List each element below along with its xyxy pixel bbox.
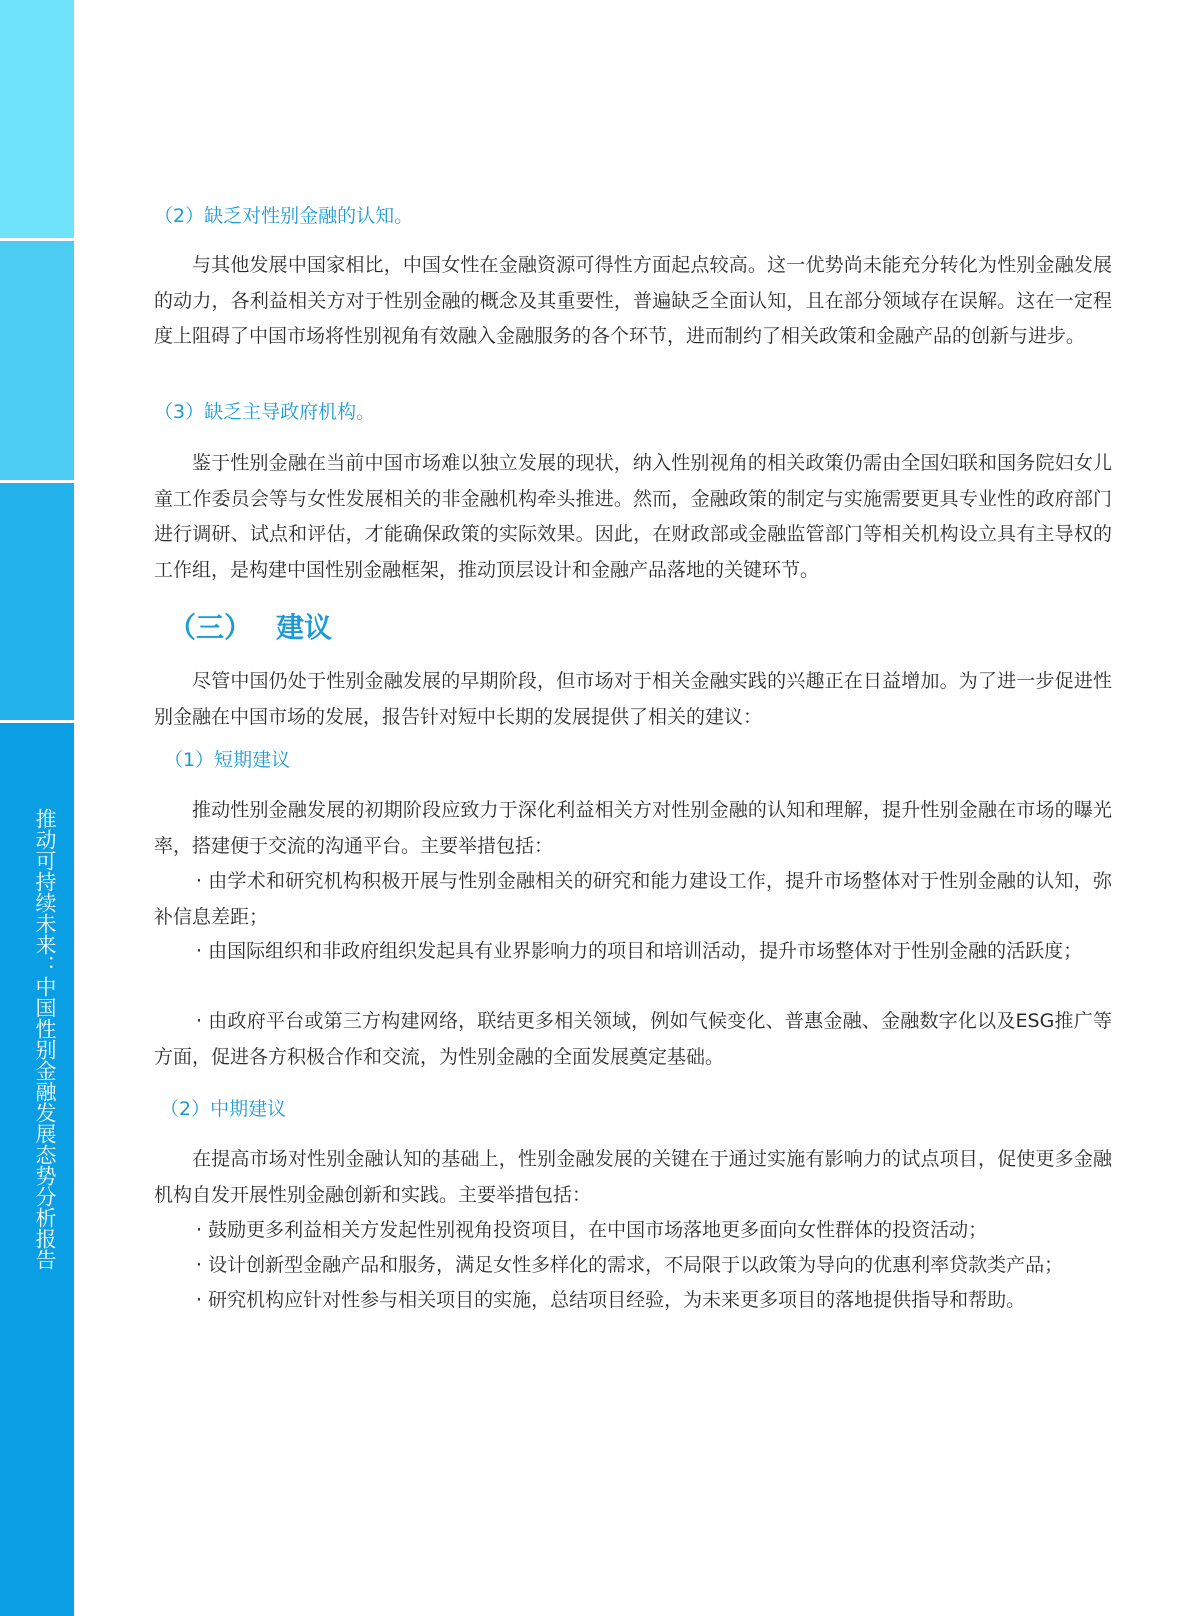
paragraph-short-term-intro: 推动性别金融发展的初期阶段应致力于深化利益相关方对性别金融的认知和理解，提升性别金融在市场的曝光率，搭建便于交流的沟通平台。主要举措包括： (154, 799, 1112, 857)
section-number: （三） (168, 611, 253, 644)
sidebar-band-1 (0, 0, 74, 238)
short-term-bullet: · 由学术和研究机构积极开展与性别金融相关的研究和能力建设工作，提升市场整体对于性别金融的认知，弥补信息差距； (154, 870, 1112, 928)
paragraph-mid-term-intro: 在提高市场对性别金融认知的基础上，性别金融发展的关键在于通过实施有影响力的试点项目，促使更多金融机构自发开展性别金融创新和实践。主要举措包括： (154, 1148, 1112, 1206)
short-term-bullet: · 由政府平台或第三方构建网络，联结更多相关领域，例如气候变化、普惠金融、金融数字化以及ESG推广等方面，促进各方积极合作和交流，为性别金融的全面发展奠定基础。 (154, 1010, 1112, 1068)
paragraph-lack-awareness: 与其他发展中国家相比，中国女性在金融资源可得性方面起点较高。这一优势尚未能充分转化为性别金融发展的动力，各利益相关方对于性别金融的概念及其重要性，普遍缺乏全面认知，且在部分领域存在误解。这在一定程度上阻碍了中国市场将性别视角有效融入金融服务的各个环节，进而制约了相关政策和金融产品的创新与进步。 (154, 254, 1112, 347)
section-heading-recommendations (168, 610, 332, 646)
heading-lack-leadership: （3）缺乏主导政府机构。 (154, 401, 376, 423)
mid-term-bullet: · 设计创新型金融产品和服务，满足女性多样化的需求，不局限于以政策为导向的优惠利率贷款类产品； (196, 1254, 1064, 1276)
short-term-bullet: · 由国际组织和非政府组织发起具有业界影响力的项目和培训活动，提升市场整体对于性别金融的活跃度； (196, 940, 1083, 962)
sidebar-report-title: 推动可持续未来：中国性别金融发展态势分析报告 (33, 808, 57, 1270)
mid-term-bullet: · 鼓励更多利益相关方发起性别视角投资项目，在中国市场落地更多面向女性群体的投资活动； (196, 1219, 988, 1241)
heading-lack-awareness: （2）缺乏对性别金融的认知。 (154, 205, 414, 227)
sidebar-band-2 (0, 241, 74, 480)
heading-short-term: （1）短期建议 (164, 749, 291, 771)
sidebar (0, 0, 74, 1616)
sidebar-band-3 (0, 483, 74, 720)
heading-mid-term: （2）中期建议 (160, 1098, 287, 1120)
section-title: 建议 (276, 611, 333, 644)
mid-term-bullet: · 研究机构应针对性参与相关项目的实施，总结项目经验，为未来更多项目的落地提供指导和帮助。 (196, 1289, 1026, 1311)
paragraph-lack-leadership: 鉴于性别金融在当前中国市场难以独立发展的现状，纳入性别视角的相关政策仍需由全国妇联和国务院妇女儿童工作委员会等与女性发展相关的非金融机构牵头推进。然而，金融政策的制定与实施需要更具专业性的政府部门进行调研、试点和评估，才能确保政策的实际效果。因此，在财政部或金融监管部门等相关机构设立具有主导权的工作组，是构建中国性别金融框架，推动顶层设计和金融产品落地的关键环节。 (154, 452, 1112, 581)
paragraph-recommendations-intro: 尽管中国仍处于性别金融发展的早期阶段，但市场对于相关金融实践的兴趣正在日益增加。为了进一步促进性别金融在中国市场的发展，报告针对短中长期的发展提供了相关的建议： (154, 670, 1112, 728)
